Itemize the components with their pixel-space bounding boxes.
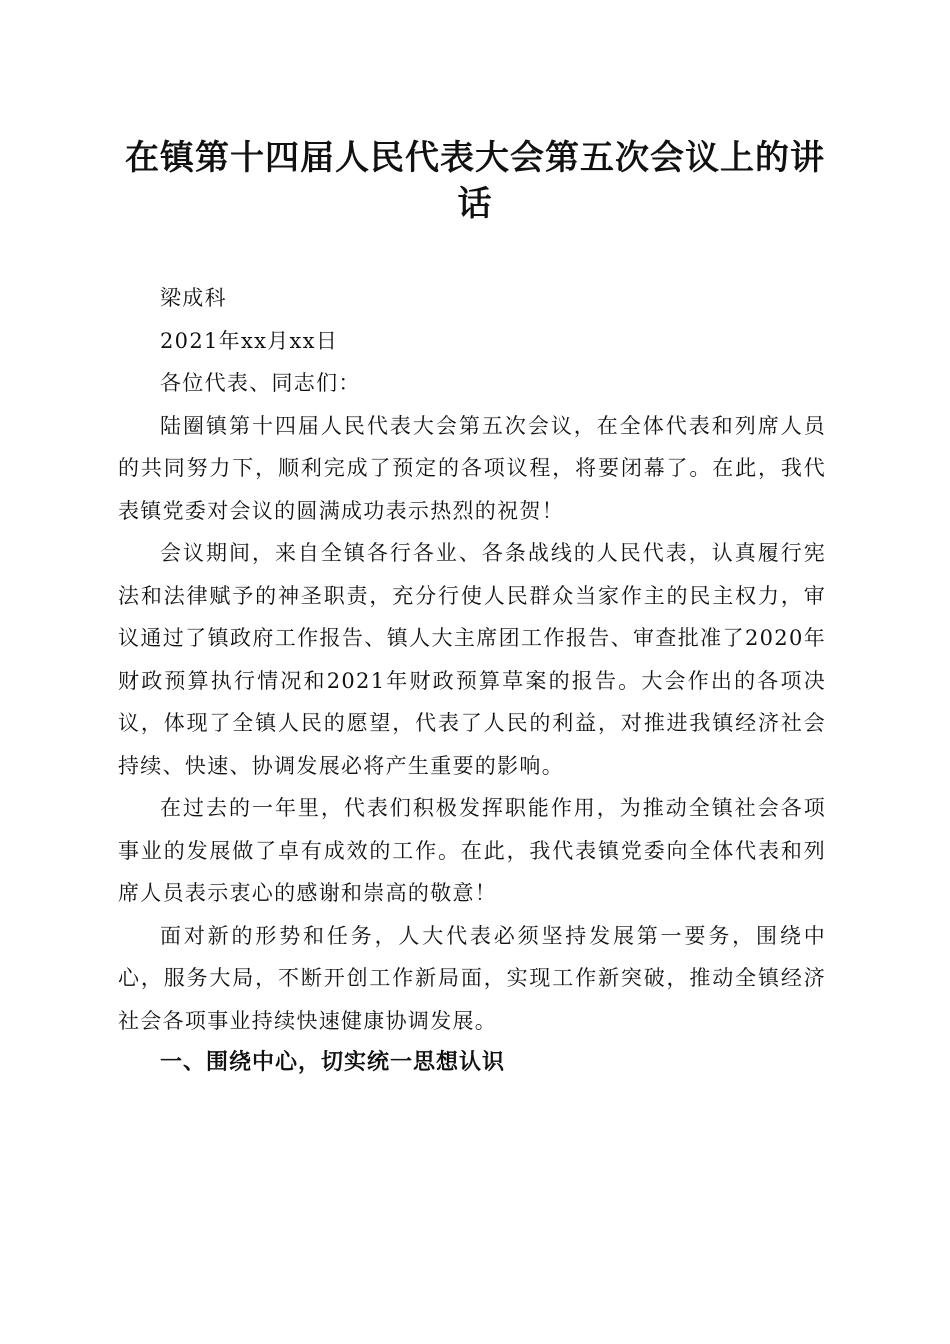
author-name: 梁成科 (160, 286, 227, 310)
speech-date: 2021年xx月xx日 (160, 328, 339, 353)
paragraph-4: 面对新的形势和任务，人大代表必须坚持发展第一要务，围绕中心，服务大局，不断开创工作新局面，实现工作新突破，推动全镇经济社会各项事业持续快速健康协调发展。 (118, 923, 826, 1033)
paragraph-1: 陆圈镇第十四届人民代表大会第五次会议，在全体代表和列席人员的共同努力下，顺利完成了预定的各项议程，将要闭幕了。在此，我代表镇党委对会议的圆满成功表示热烈的祝贺！ (118, 413, 826, 523)
paragraph-2: 会议期间，来自全镇各行各业、各条战线的人民代表，认真履行宪法和法律赋予的神圣职责，充分行使人民群众当家作主的民主权力，审议通过了镇政府工作报告、镇人大主席团工作报告、审查批准了2020年财政预算执行情况和2021年财政预算草案的报告。大会作出的各项决议，体现了全镇人民的愿望，代表了人民的利益，对推进我镇经济社会持续、快速、协调发展必将产生重要的影响。 (118, 541, 826, 778)
document-body (118, 277, 826, 1085)
section-heading-1: 一、围绕中心，切实统一思想认识 (160, 1050, 506, 1075)
salutation: 各位代表、同志们： (160, 371, 361, 395)
paragraph-3: 在过去的一年里，代表们积极发挥职能作用，为推动全镇社会各项事业的发展做了卓有成效的工作。在此，我代表镇党委向全体代表和列席人员表示衷心的感谢和崇高的敬意！ (118, 796, 826, 905)
document-title: 在镇第十四届人民代表大会第五次会议上的讲话 (125, 138, 825, 224)
